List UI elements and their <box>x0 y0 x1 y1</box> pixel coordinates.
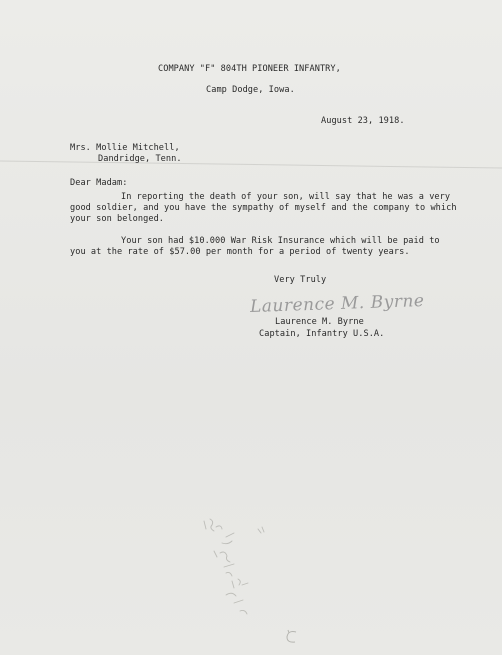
paragraph-1-line-3: your son belonged. <box>70 214 165 224</box>
letter-date: August 23, 1918. <box>321 116 405 126</box>
paragraph-2-line-1: Your son had $10.000 War Risk Insurance which will be paid to <box>121 236 440 246</box>
pencil-marks-icon <box>196 515 276 625</box>
recipient-address: Dandridge, Tenn. <box>98 154 182 164</box>
pencil-notations <box>196 515 276 625</box>
paragraph-2-line-2: you at the rate of $57.00 per month for a period of twenty years. <box>70 247 410 257</box>
salutation: Dear Madam: <box>70 178 128 188</box>
paper-fold-line <box>0 160 502 168</box>
closing: Very Truly <box>274 275 327 285</box>
letter-heading: COMPANY "F" 804TH PIONEER INFANTRY, <box>158 64 341 74</box>
corner-pencil-mark <box>283 628 301 646</box>
recipient-name: Mrs. Mollie Mitchell, <box>70 143 180 153</box>
handwritten-signature: Laurence M. Byrne <box>249 290 425 318</box>
pencil-c-mark-icon <box>283 628 301 646</box>
signer-name: Laurence M. Byrne <box>275 317 364 327</box>
signer-title: Captain, Infantry U.S.A. <box>259 329 385 339</box>
letter-location: Camp Dodge, Iowa. <box>206 85 295 95</box>
paragraph-1-line-2: good soldier, and you have the sympathy of myself and the company to which <box>70 203 457 213</box>
paragraph-1-line-1: In reporting the death of your son, will say that he was a very <box>121 192 451 202</box>
